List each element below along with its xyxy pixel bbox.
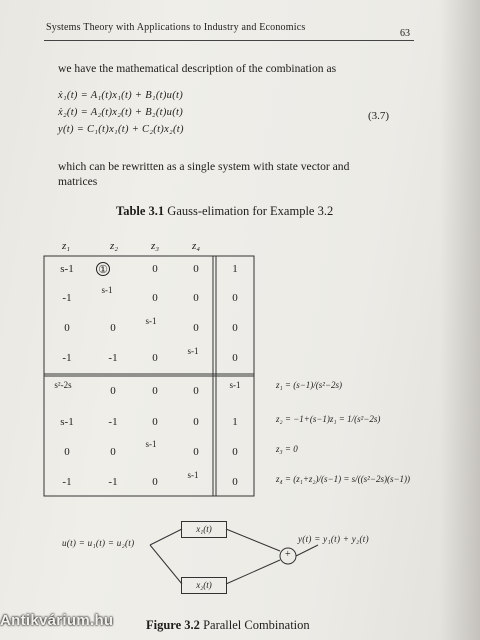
cell-r2-c3: 0: [152, 292, 158, 304]
cell-r6-c4: 0: [193, 416, 199, 428]
cell-r2-c4: 0: [193, 292, 199, 304]
cell-r8-c4: s-1: [187, 470, 199, 480]
cell-r8-c3: 0: [152, 476, 158, 488]
watermark: Antikvárium.hu: [0, 612, 114, 629]
continuation-line-2: matrices: [58, 175, 98, 188]
cell-r2-c2: s-1: [101, 285, 113, 295]
cell-r3-c4: 0: [193, 322, 199, 334]
cell-r3-c1: 0: [64, 322, 70, 334]
block-system-1: x₁(t): [181, 521, 227, 538]
cell-r1-rhs: 1: [232, 263, 238, 275]
cell-r5-c1: s²-2s: [54, 380, 72, 390]
table-header-z3: z₃: [151, 240, 160, 252]
merge-line-top: [226, 529, 280, 551]
solution-z1: z₁ = (s−1)/(s²−2s): [276, 380, 343, 390]
branch-line-bottom: [150, 545, 182, 584]
cell-r4-c1: -1: [62, 352, 72, 364]
cell-r1-c3: 0: [152, 263, 158, 275]
cell-r4-c4: s-1: [187, 346, 199, 356]
cell-r2-rhs: 0: [232, 292, 238, 304]
solution-z2: z₂ = −1+(s−1)z₁ = 1/(s²−2s): [276, 414, 381, 424]
cell-r5-c3: 0: [152, 385, 158, 397]
cell-r7-c1: 0: [64, 446, 70, 458]
merge-line-bottom: [226, 560, 280, 584]
figure-caption-label: Figure 3.2: [146, 618, 200, 632]
cell-r4-c3: 0: [152, 352, 158, 364]
solution-z3: z₃ = 0: [276, 444, 298, 454]
cell-r1-c2: ①: [98, 264, 108, 276]
solution-z4: z₄ = (z₁+z₂)/(s−1) = s/((s²−2s)(s−1)): [276, 474, 411, 484]
branch-line-top: [150, 529, 182, 545]
figure-input-label: u(t) = u₁(t) = u₂(t): [62, 538, 135, 548]
cell-r6-c1: s-1: [60, 416, 74, 428]
equation-1: ẋ₁(t) = A₁(t)x₁(t) + B₁(t)u(t): [58, 90, 184, 101]
cell-r5-rhs: s-1: [229, 380, 241, 390]
cell-r4-c2: -1: [108, 352, 118, 364]
intro-paragraph: we have the mathematical description of the combination as: [58, 62, 337, 75]
cell-r7-rhs: 0: [232, 446, 238, 458]
cell-r8-c2: -1: [108, 476, 118, 488]
figure-caption-text: Parallel Combination: [199, 618, 310, 632]
cell-r8-c1: -1: [62, 476, 72, 488]
cell-r6-c3: 0: [152, 416, 158, 428]
cell-r1-c4: 0: [193, 263, 199, 275]
cell-r7-c3: s-1: [145, 439, 157, 449]
equation-number: (3.7): [368, 110, 390, 122]
cell-r3-c2: 0: [110, 322, 116, 334]
cell-r1-c1: s-1: [60, 263, 74, 275]
table-header-z4: z₄: [192, 240, 201, 252]
table-header-z1: z₁: [62, 240, 71, 252]
cell-r5-c4: 0: [193, 385, 199, 397]
cell-r3-rhs: 0: [232, 322, 238, 334]
cell-r4-rhs: 0: [232, 352, 238, 364]
cell-r3-c3: s-1: [145, 316, 157, 326]
cell-r2-c1: -1: [62, 292, 72, 304]
figure-caption: [146, 618, 310, 633]
page-number: 63: [400, 28, 410, 39]
cell-r6-c2: -1: [108, 416, 118, 428]
figure-output-label: y(t) = y₁(t) + y₂(t): [298, 534, 369, 544]
table-caption-label: Table 3.1: [116, 204, 165, 218]
equation-2: ẋ₂(t) = A₂(t)x₂(t) + B₂(t)u(t): [58, 107, 184, 118]
cell-r6-rhs: 1: [232, 416, 238, 428]
cell-r8-rhs: 0: [232, 476, 238, 488]
cell-r7-c4: 0: [193, 446, 199, 458]
cell-r5-c2: 0: [110, 385, 116, 397]
sum-symbol: +: [285, 549, 291, 560]
equation-3: y(t) = C₁(t)x₁(t) + C₂(t)x₂(t): [58, 124, 184, 135]
output-line: [296, 545, 318, 556]
block-system-2: x₂(t): [181, 577, 227, 594]
table-header-z2: z₂: [110, 240, 119, 252]
continuation-line-1: which can be rewritten as a single system with state vector and: [58, 160, 350, 173]
cell-r7-c2: 0: [110, 446, 116, 458]
table-caption-text: Gauss-elimation for Example 3.2: [164, 204, 334, 218]
running-header: Systems Theory with Applications to Industry and Economics: [46, 22, 306, 33]
